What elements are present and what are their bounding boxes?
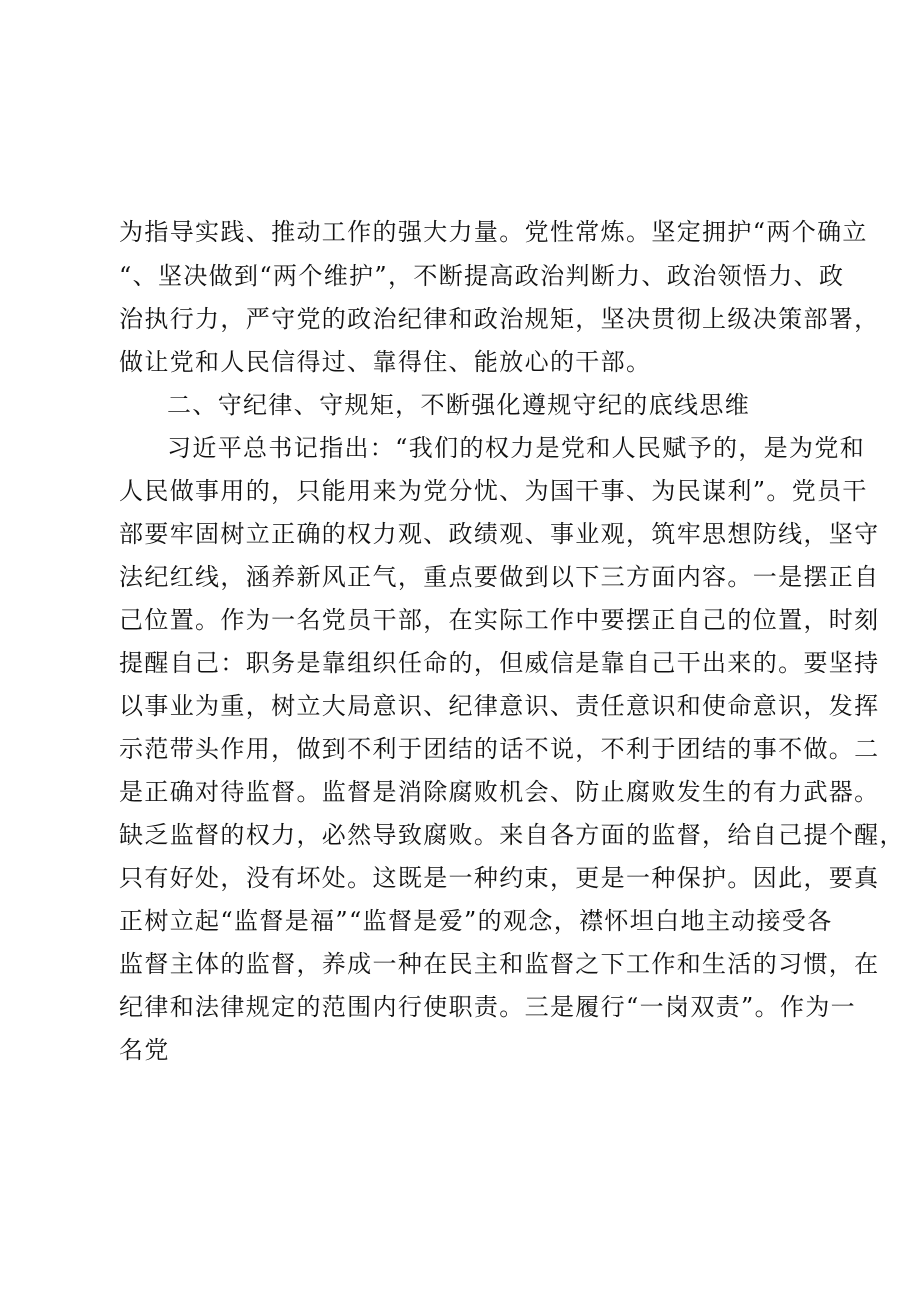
body-text-line: 缺乏监督的权力，必然导致腐败。来自各方面的监督，给自己提个醒， [119, 821, 905, 849]
body-text-line: 为指导实践、推动工作的强大力量。党性常炼。坚定拥护“两个确立 [119, 218, 868, 246]
body-text-line: 正树立起“监督是福”“监督是爱”的观念，襟怀坦白地主动接受各 [119, 907, 833, 935]
body-text-line: 部要牢固树立正确的权力观、政绩观、事业观，筑牢思想防线，坚守 [119, 520, 880, 548]
body-text-line: 治执行力，严守党的政治纪律和政治规矩，坚决贯彻上级决策部署， [119, 305, 880, 333]
body-text-line: 做让党和人民信得过、靠得住、能放心的干部。 [119, 348, 652, 376]
body-text-line: 纪律和法律规定的范围内行使职责。三是履行“一岗双责”。作为一 [119, 993, 857, 1021]
section-heading: 二、守纪律、守规矩，不断强化遵规守纪的底线思维 [167, 391, 751, 419]
body-text-line: 习近平总书记指出：“我们的权力是党和人民赋予的，是为党和 [167, 434, 866, 462]
body-text-line: 己位置。作为一名党员干部，在实际工作中要摆正自己的位置，时刻 [119, 606, 880, 634]
body-text-line: 监督主体的监督，养成一种在民主和监督之下工作和生活的习惯，在 [119, 950, 880, 978]
body-text-line: 示范带头作用，做到不利于团结的话不说，不利于团结的事不做。二 [119, 735, 880, 763]
body-text-line: 法纪红线，涵养新风正气，重点要做到以下三方面内容。一是摆正自 [119, 563, 880, 591]
body-text-line: 名党 [119, 1036, 170, 1064]
body-text-line: 以事业为重，树立大局意识、纪律意识、责任意识和使命意识，发挥 [119, 692, 880, 720]
body-text-line: “、坚决做到“两个维护”，不断提高政治判断力、政治领悟力、政 [119, 262, 845, 290]
body-text-line: 人民做事用的，只能用来为党分忧、为国干事、为民谋利”。党员干 [119, 477, 868, 505]
body-text-line: 提醒自己：职务是靠组织任命的，但威信是靠自己干出来的。要坚持 [119, 649, 880, 677]
body-text-line: 是正确对待监督。监督是消除腐败机会、防止腐败发生的有力武器。 [119, 778, 880, 806]
body-text-line: 只有好处，没有坏处。这既是一种约束，更是一种保护。因此，要真 [119, 864, 880, 892]
